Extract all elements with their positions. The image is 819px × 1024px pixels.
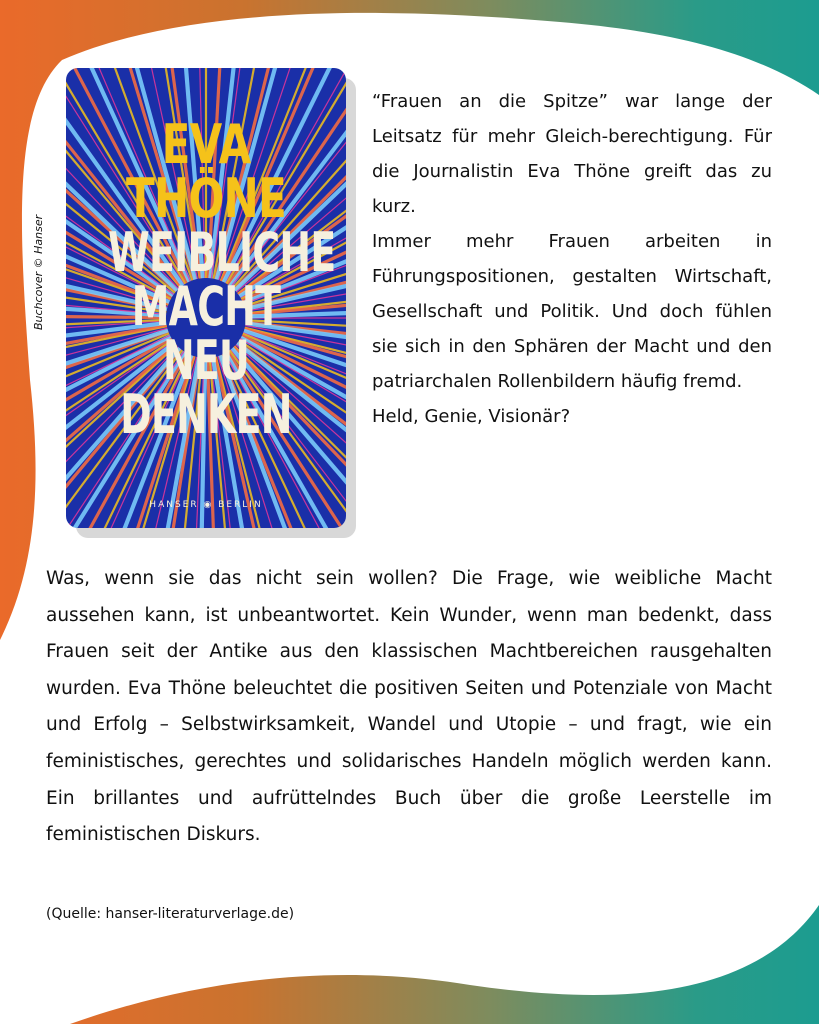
cover-publisher: HANSER ◉ BERLIN bbox=[149, 500, 263, 510]
image-credit: Buchcover © Hanser bbox=[32, 214, 45, 330]
intro-text bbox=[372, 84, 772, 434]
cover-title-line: NEU bbox=[162, 329, 250, 392]
cover-title-line: DENKEN bbox=[120, 383, 292, 446]
cover-author-line: THÖNE bbox=[126, 167, 286, 230]
book-cover bbox=[66, 68, 346, 528]
intro-paragraph: Immer mehr Frauen arbeiten in Führungspositionen, gestalten Wirtschaft, Gesellschaft und Politik. Und doch fühlen sie sich in den Sphären der Macht und den patriarchalen Rollenbildern häufig fremd. bbox=[372, 231, 772, 392]
cover-text bbox=[66, 113, 346, 446]
cover-author-line: EVA bbox=[161, 113, 251, 176]
cover-title-line: MACHT bbox=[131, 275, 281, 338]
intro-paragraph: Held, Genie, Visionär? bbox=[372, 406, 571, 427]
cover-title-line: WEIBLICHE bbox=[108, 221, 336, 284]
source-note: (Quelle: hanser-literaturverlage.de) bbox=[46, 906, 295, 922]
description-text: Was, wenn sie das nicht sein wollen? Die Frage, wie weibliche Macht aussehen kann, ist unbeantwortet. Kein Wunder, wenn man bedenkt, dass Frauen seit der Antike aus den klassischen Machtbereichen rausgehalten wurden. Eva Thöne beleuchtet die positiven Seiten und Potenziale von Macht und Erfolg – Selbstwirksamkeit, Wandel und Utopie – und fragt, wie ein feministisches, gerechtes und solidarisches Handeln möglich werden kann. Ein brillantes und aufrüttelndes Buch über die große Leerstelle im feministischen Diskurs. bbox=[46, 568, 772, 846]
intro-paragraph: “Frauen an die Spitze” war lange der Leitsatz für mehr Gleich-berechtigung. Für die Journalistin Eva Thöne greift das zu kurz. bbox=[372, 91, 772, 217]
